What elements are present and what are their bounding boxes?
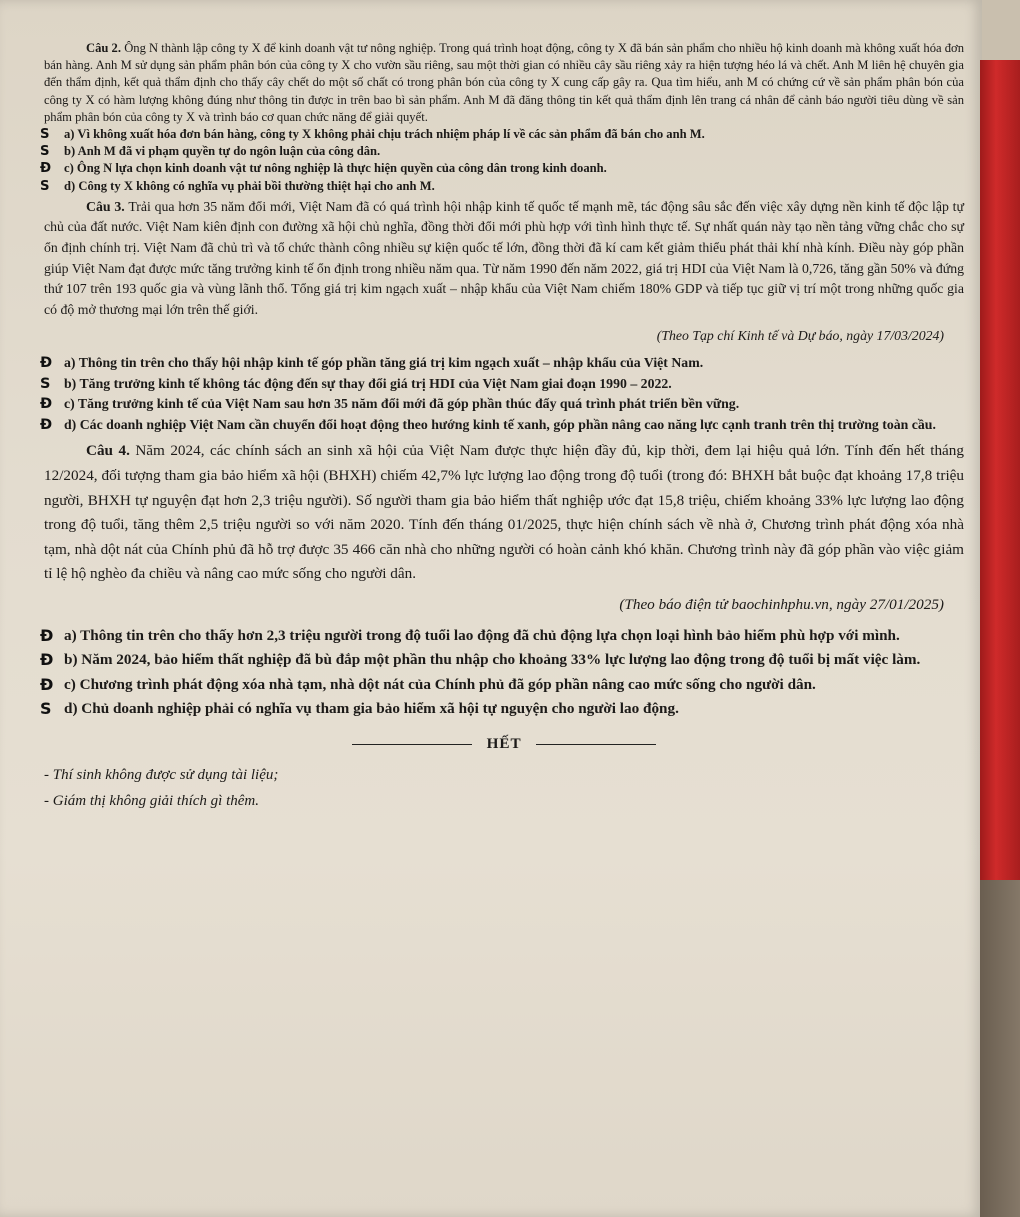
end-rule-right — [536, 744, 656, 745]
note-2: - Giám thị không giải thích gì thêm. — [44, 793, 259, 810]
question-4 — [40, 439, 964, 814]
question-4-option-b — [40, 648, 964, 673]
answer-mark: S — [40, 127, 50, 143]
answer-mark: Đ — [40, 674, 54, 694]
end-label: HẾT — [486, 734, 522, 752]
end-rule-left — [352, 744, 472, 745]
question-2-option-d — [40, 178, 964, 195]
option-text: a) Vì không xuất hóa đơn bán hàng, công ty X không phải chịu trách nhiệm pháp lí về các sản phẩm đã bán cho anh M. — [64, 127, 705, 142]
question-4-option-d — [40, 697, 964, 722]
option-text: c) Ông N lựa chọn kinh doanh vật tư nông nghiệp là thực hiện quyền của công dân trong kinh doanh. — [64, 161, 607, 176]
answer-mark: S — [40, 144, 50, 160]
question-3-label: Câu 3. — [86, 198, 125, 214]
exam-content — [40, 40, 964, 814]
answer-mark: Đ — [40, 416, 53, 433]
question-3-option-d — [40, 415, 964, 436]
option-text: c) Chương trình phát động xóa nhà tạm, nhà dột nát của Chính phủ đã góp phần nâng cao mức sống cho người dân. — [64, 675, 816, 693]
answer-mark: S — [40, 699, 52, 719]
answer-mark: Đ — [40, 396, 53, 413]
table-edge — [980, 880, 1020, 1217]
question-4-option-c — [40, 673, 964, 698]
question-3-option-b — [40, 374, 964, 395]
question-3-stem — [44, 197, 964, 321]
question-2-stem — [44, 40, 964, 126]
option-text: d) Chủ doanh nghiệp phải có nghĩa vụ tham gia bảo hiểm xã hội tự nguyện cho người lao động. — [64, 700, 679, 718]
answer-mark: S — [40, 375, 51, 392]
end-marker — [44, 732, 964, 757]
question-2-option-b — [40, 143, 964, 160]
question-3-source: (Theo Tạp chí Kinh tế và Dự báo, ngày 17/03/2024) — [656, 328, 944, 344]
note-1: - Thí sinh không được sử dụng tài liệu; — [44, 767, 279, 784]
question-4-source: (Theo báo điện tử baochinhphu.vn, ngày 27/01/2025) — [619, 595, 944, 613]
option-text: a) Thông tin trên cho thấy hội nhập kinh tế góp phần tăng giá trị kim ngạch xuất – nhập khẩu của Việt Nam. — [64, 354, 704, 370]
question-2 — [40, 40, 964, 195]
question-2-text: Ông N thành lập công ty X để kinh doanh vật tư nông nghiệp. Trong quá trình hoạt động, công ty X đã bán sản phẩm cho nhiều hộ kinh doanh mà không xuất hóa đơn bán hàng. Anh M sử dụng sản phẩm phân bón của công ty X cho vườn sầu riêng, sau một thời gian có nhiều cây sầu riêng xảy ra hiện tượng héo lá và chết. Anh M liên hệ chuyên gia đến thẩm định, kết quả thẩm định cho thấy cây chết do một số chất có trong phân bón của công ty X cung cấp gây ra. Qua tìm hiểu, anh M có chứng cứ về sản phẩm phân bón của công ty X có hàm lượng không đúng như thông tin được in trên bao bì sản phẩm. Anh M đã đăng thông tin kết quả thẩm định lên trang cá nhân để cảnh báo người tiêu dùng về sản phẩm phân bón của công ty X và trình báo cơ quan chức năng để giải quyết. — [44, 41, 964, 124]
question-2-option-a — [40, 126, 964, 143]
option-text: b) Anh M đã vi phạm quyền tự do ngôn luận của công dân. — [64, 144, 381, 159]
question-4-text: Năm 2024, các chính sách an sinh xã hội của Việt Nam được thực hiện đầy đủ, kịp thời, đem lại hiệu quả lớn. Tính đến hết tháng 12/2024, đối tượng tham gia bảo hiểm xã hội (BHXH) chiếm 42,7% lực lượng lao động trong độ tuổi (trong đó: BHXH bắt buộc đạt khoảng 17,8 triệu người, BHXH tự nguyện đạt hơn 2,3 triệu người). Số người tham gia bảo hiểm thất nghiệp ước đạt 15,8 triệu, chiếm khoảng 33% lực lượng lao động trong độ tuổi, tăng thêm 2,5 triệu người so với năm 2020. Tính đến tháng 01/2025, thực hiện chính sách về nhà ở, Chương trình phát động xóa nhà tạm, nhà dột nát của Chính phủ đã hỗ trợ được 35 466 căn nhà cho những người có hoàn cảnh khó khăn. Chương trình này đã góp phần vào việc giảm tỉ lệ hộ nghèo đa chiều và nâng cao mức sống cho người dân. — [44, 442, 964, 583]
question-4-option-a — [40, 624, 964, 649]
option-text: b) Năm 2024, bảo hiểm thất nghiệp đã bù đắp một phần thu nhập cho khoảng 33% lực lượng lao động trong độ tuổi bị mất việc làm. — [64, 651, 921, 669]
question-3-option-a — [40, 353, 964, 374]
option-text: d) Các doanh nghiệp Việt Nam cần chuyển đổi hoạt động theo hướng kinh tế xanh, góp phần nâng cao năng lực cạnh tranh trên thị trường toàn cầu. — [64, 416, 936, 432]
question-4-label: Câu 4. — [86, 442, 130, 460]
answer-mark: Đ — [40, 650, 54, 670]
answer-mark: Đ — [40, 354, 53, 371]
answer-mark: S — [40, 178, 50, 194]
answer-mark: Đ — [40, 161, 52, 177]
answer-mark: Đ — [40, 625, 54, 645]
option-text: a) Thông tin trên cho thấy hơn 2,3 triệu người trong độ tuổi lao động đã chủ động lựa chọn loại hình bảo hiểm phù hợp với mình. — [64, 626, 900, 644]
question-2-option-c — [40, 160, 964, 177]
red-binder-edge — [980, 60, 1020, 880]
question-4-stem — [44, 439, 964, 587]
question-2-label: Câu 2. — [86, 41, 122, 55]
question-3-option-c — [40, 394, 964, 415]
option-text: b) Tăng trưởng kinh tế không tác động đến sự thay đổi giá trị HDI của Việt Nam giai đoạn 1990 – 2022. — [64, 375, 672, 391]
question-3 — [40, 197, 964, 436]
option-text: d) Công ty X không có nghĩa vụ phải bồi thường thiệt hại cho anh M. — [64, 178, 435, 193]
option-text: c) Tăng trưởng kinh tế của Việt Nam sau hơn 35 năm đổi mới đã góp phần thúc đẩy quá trình phát triển bền vững. — [64, 396, 740, 412]
question-3-text: Trải qua hơn 35 năm đổi mới, Việt Nam đã có quá trình hội nhập kinh tế quốc tế mạnh mẽ, tác động sâu sắc đến việc xây dựng nền kinh tế độc lập tự chủ của đất nước. Việt Nam kiên định con đường xã hội chủ nghĩa, đồng thời đổi mới phù hợp với tình hình thực tế. Sự nhất quán này tạo nền tảng vững chắc cho sự ổn định chính trị. Việt Nam đã chủ trì và tổ chức thành công nhiều sự kiện quốc tế lớn, đồng thời đã kí cam kết giảm thiểu phát thải khí nhà kính. Điều này góp phần giúp Việt Nam đạt được mức tăng trưởng kinh tế ổn định trong nhiều năm qua. Từ năm 1990 đến năm 2022, giá trị HDI của Việt Nam là 0,726, tăng gần 50% và đứng thứ 107 trên 193 quốc gia và vùng lãnh thổ. Tổng giá trị kim ngạch xuất – nhập khẩu của Việt Nam chiếm 180% GDP và tiếp tục giữ vị trí một trong những quốc gia có độ mở thương mại lớn trên thế giới. — [44, 198, 964, 317]
exam-notes — [44, 762, 964, 814]
